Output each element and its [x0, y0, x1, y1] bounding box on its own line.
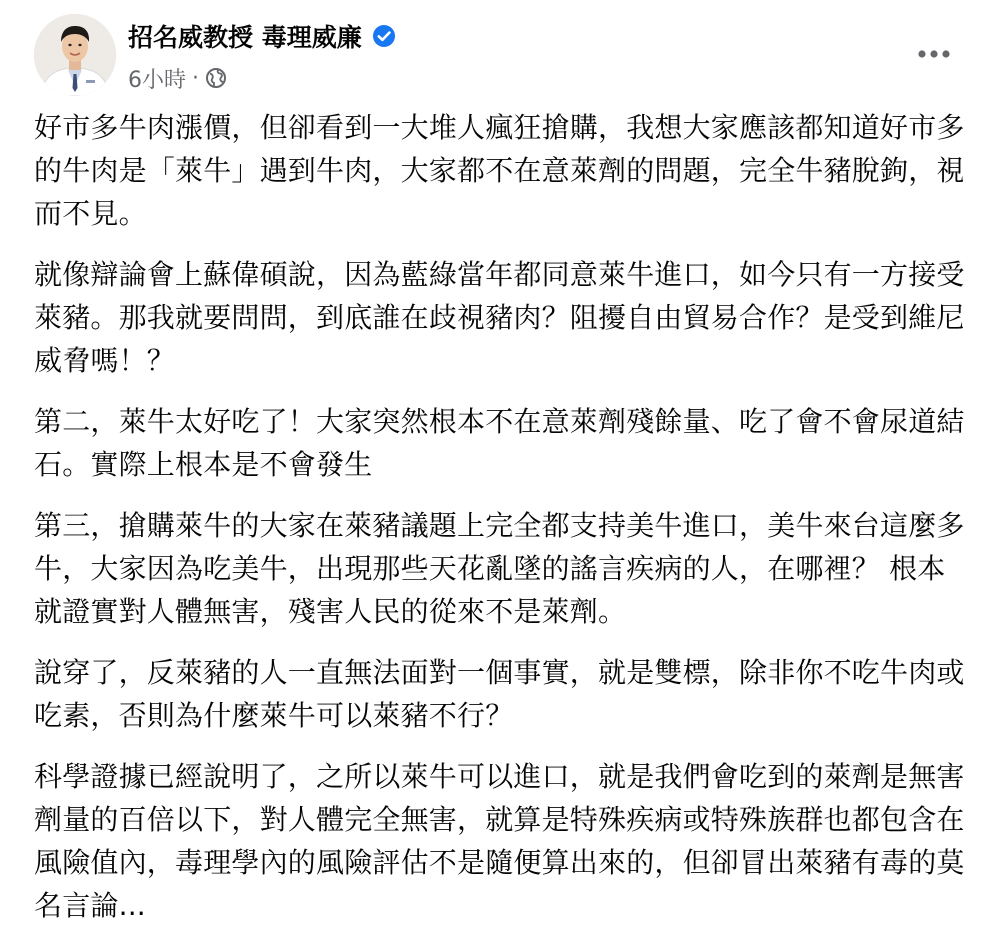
post-paragraph: 科學證據已經說明了，之所以萊牛可以進口，就是我們會吃到的萊劑是無害劑量的百倍以下，對人體完全無害，就算是特殊疾病或特殊族群也都包含在風險值內，毒理學內的風險評估不是隨便算出來的，但卻冒出萊豬有毒的莫名言論...	[34, 760, 965, 922]
post-paragraph: 好市多牛肉漲價，但卻看到一大堆人瘋狂搶購，我想大家應該都知道好市多的牛肉是「萊牛」遇到牛肉，大家都不在意萊劑的問題，完全牛豬脫鉤，視而不見。	[34, 111, 965, 230]
post-paragraph: 第二，萊牛太好吃了！大家突然根本不在意萊劑殘餘量、吃了會不會尿道結石。實際上根本是不會發生	[34, 405, 965, 481]
meta-separator: ·	[192, 65, 199, 91]
globe-icon[interactable]	[205, 67, 227, 89]
avatar[interactable]	[34, 14, 116, 96]
post-paragraph: 第三，搶購萊牛的大家在萊豬議題上完全都支持美牛進口，美牛來台這麼多牛，大家因為吃美牛，出現那些天花亂墜的謠言疾病的人，在哪裡？ 根本就證實對人體無害，殘害人民的從來不是萊劑。	[34, 509, 965, 628]
profile-photo	[34, 14, 116, 96]
post-meta	[128, 62, 227, 94]
post-paragraph: 說穿了，反萊豬的人一直無法面對一個事實，就是雙標，除非你不吃牛肉或吃素，否則為什麼萊牛可以萊豬不行？	[34, 656, 965, 732]
post-timestamp[interactable]: 6小時	[128, 67, 186, 93]
author-row	[128, 14, 396, 58]
post-body	[34, 106, 970, 945]
verified-badge-icon	[372, 24, 396, 48]
post-paragraph: 就像辯論會上蘇偉碩說，因為藍綠當年都同意萊牛進口，如今只有一方接受萊豬。那我就要問問，到底誰在歧視豬肉？阻擾自由貿易合作？是受到維尼威脅嗎！？	[34, 258, 965, 377]
author-name[interactable]: 招名威教授 毒理威廉	[128, 23, 362, 52]
more-options-icon[interactable]	[914, 34, 954, 74]
